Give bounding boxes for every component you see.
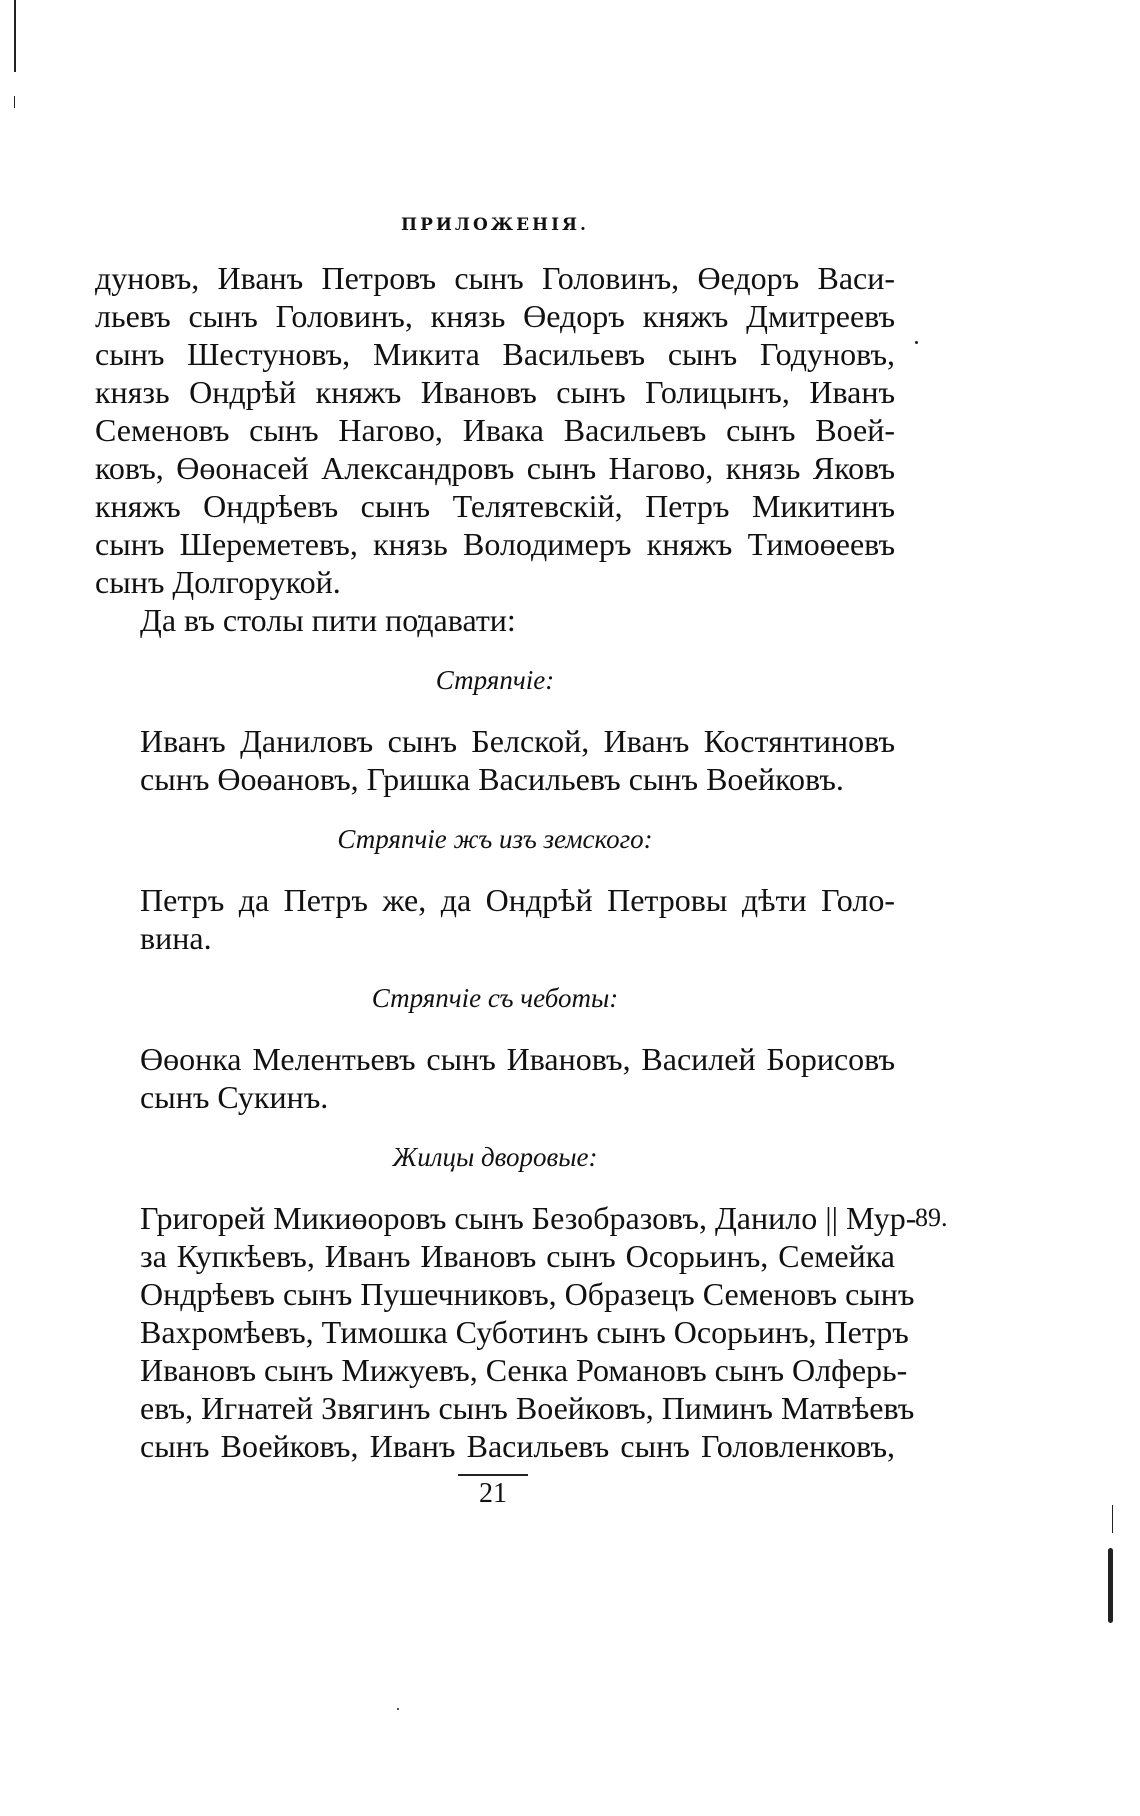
text-line: сынъ Шестуновъ, Микита Васильевъ сынъ Годуновъ,: [95, 336, 895, 372]
text-line: Иванъ Даниловъ сынъ Белской, Иванъ Костянтиновъ: [140, 723, 895, 759]
text-line: сынъ Өоөановъ, Гришка Васильевъ сынъ Воейковъ.: [140, 761, 844, 797]
paragraph-stryapchie: [95, 722, 895, 798]
running-title: ПРИЛОЖЕНІЯ.: [401, 215, 589, 235]
margin-folio-number: 89.: [915, 1203, 948, 1232]
page-body: [95, 215, 917, 1465]
text-line: вина.: [140, 920, 212, 956]
text-line: княжъ Ондрѣевъ сынъ Телятевскій, Петръ Микитинъ: [95, 488, 895, 524]
text-line: евъ, Игнатей Звягинъ сынъ Воейковъ, Пиминъ Матвѣевъ: [140, 1390, 915, 1426]
paragraph-cheboty: [95, 1040, 895, 1116]
text-line: Ондрѣевъ сынъ Пушечниковъ, Образецъ Семеновъ сынъ: [140, 1276, 915, 1312]
scan-speck: [915, 341, 918, 344]
text-line: дуновъ, Иванъ Петровъ сынъ Головинъ, Өедоръ Васи-: [95, 260, 895, 296]
scan-edge-mark: [1112, 1505, 1113, 1533]
scan-speck: [397, 1708, 399, 1710]
text-line: Семеновъ сынъ Нагово, Ивака Васильевъ сынъ Воей-: [95, 412, 895, 448]
text-line: за Купкѣевъ, Иванъ Ивановъ сынъ Осорьинъ, Семейка: [140, 1238, 895, 1274]
text-line: ковъ, Өөонасей Александровъ сынъ Нагово, князь Яковъ: [95, 450, 895, 486]
scan-edge-mark: [1108, 1548, 1113, 1623]
text-line: Да въ столы пити подавати:: [140, 602, 516, 638]
page-number: 21: [479, 1478, 507, 1509]
section-heading-cheboty: Стряпчіе съ чеботы:: [371, 983, 619, 1013]
text-line: сынъ Сукинъ.: [140, 1079, 329, 1115]
paragraph-zhiltsy: [95, 1199, 917, 1465]
scan-edge-mark: [14, 0, 16, 72]
paragraph-intro: [95, 601, 895, 639]
paragraph-zemskogo: [95, 881, 895, 957]
section-heading-zhiltsy: Жилцы дворовые:: [392, 1142, 598, 1172]
text-line: Өөонка Мелентьевъ сынъ Ивановъ, Василей Борисовъ: [140, 1041, 895, 1077]
text-line: Петръ да Петръ же, да Ондрѣй Петровы дѣти Голо-: [140, 882, 895, 918]
text-line: сынъ Воейковъ, Иванъ Васильевъ сынъ Головленковъ,: [140, 1428, 895, 1464]
text-line: Вахромѣевъ, Тимошка Суботинъ сынъ Осорьинъ, Петръ: [140, 1314, 909, 1350]
text-line: Ивановъ сынъ Мижуевъ, Сенка Романовъ сынъ Олферь-: [140, 1352, 908, 1388]
scan-edge-mark: [14, 96, 15, 108]
text-line: сынъ Долгорукой.: [95, 564, 341, 600]
page-number-rule: [458, 1474, 528, 1476]
section-heading-stryapchie: Стряпчіе:: [435, 665, 555, 695]
paragraph-continued: [95, 259, 895, 601]
text-line: князь Ондрѣй княжъ Ивановъ сынъ Голицынъ, Иванъ: [95, 374, 895, 410]
text-line: Григорей Микиөоровъ сынъ Безобразовъ, Данило || Мур-: [140, 1200, 917, 1236]
section-heading-zemskogo: Стряпчіе жъ изъ земского:: [337, 824, 653, 854]
text-line: сынъ Шереметевъ, князь Володимеръ княжъ Тимоөеевъ: [95, 526, 895, 562]
text-line: льевъ сынъ Головинъ, князь Өедоръ княжъ Дмитреевъ: [95, 298, 895, 334]
